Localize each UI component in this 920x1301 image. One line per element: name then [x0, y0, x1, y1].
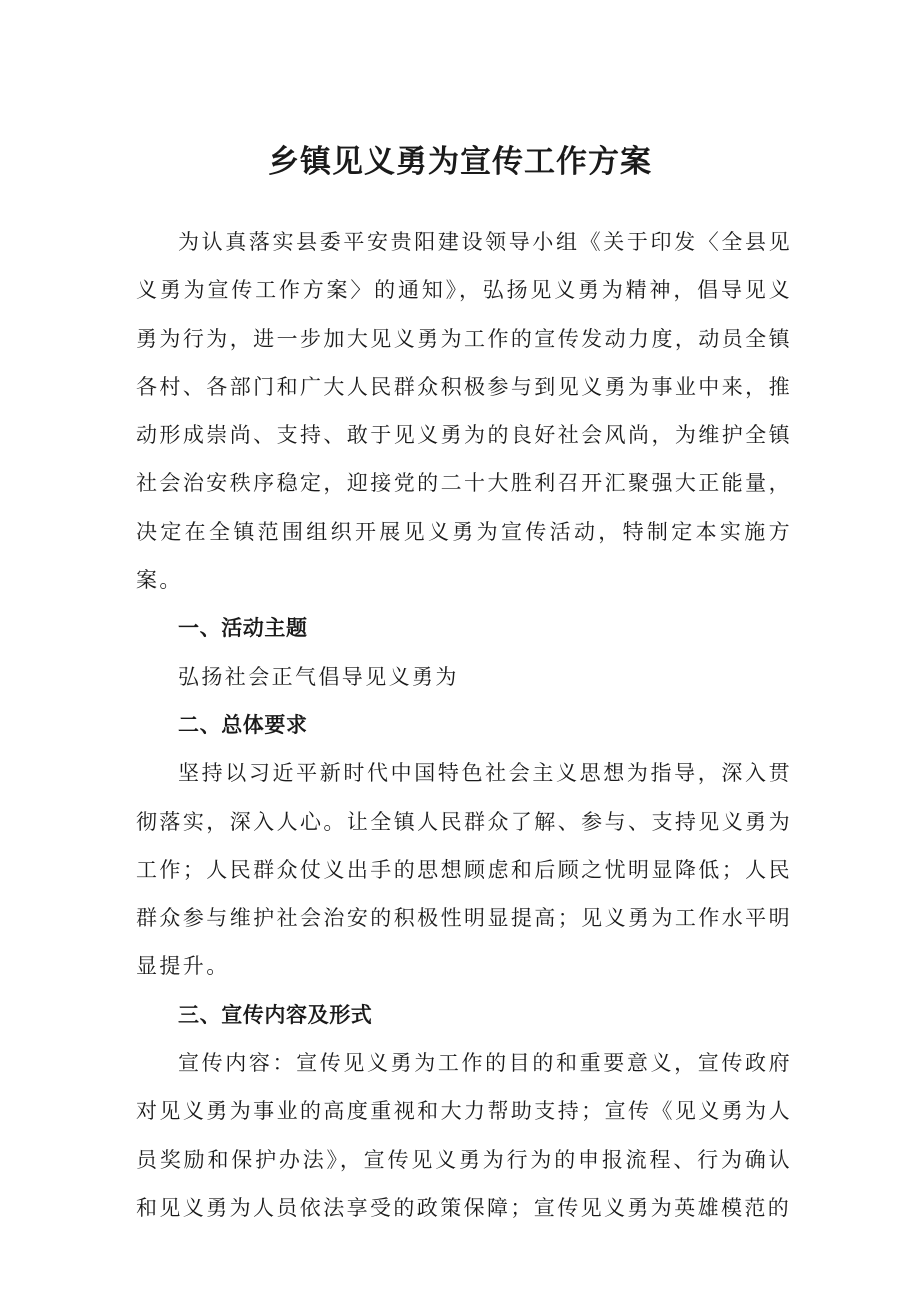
section-text-content: 宣传内容：宣传见义勇为工作的目的和重要意义，宣传政府对见义勇为事业的高度重视和大力帮助支持；宣传《见义勇为人员奖励和保护办法》，宣传见义勇为行为的申报流程、行为确认和见义勇为人员依法享受的政策保障；宣传见义勇为英雄模范的	[136, 1051, 792, 1220]
section-heading-theme: 一、活动主题	[178, 616, 308, 641]
section-text-requirements: 坚持以习近平新时代中国特色社会主义思想为指导，深入贯彻落实，深入人心。让全镇人民群众了解、参与、支持见义勇为工作；人民群众仗义出手的思想顾虑和后顾之忧明显降低；人民群众参与维护社会治安的积极性明显提高；见义勇为工作水平明显提升。	[136, 761, 792, 979]
section-heading-requirements: 二、总体要求	[178, 712, 308, 737]
document-body	[136, 218, 792, 1232]
intro-paragraph: 为认真落实县委平安贵阳建设领导小组《关于印发〈全县见义勇为宣传工作方案〉的通知》，弘扬见义勇为精神，倡导见义勇为行为，进一步加大见义勇为工作的宣传发动力度，动员全镇各村、各部门和广大人民群众积极参与到见义勇为事业中来，推动形成崇尚、支持、敢于见义勇为的良好社会风尚，为维护全镇社会治安秩序稳定，迎接党的二十大胜利召开汇聚强大正能量，决定在全镇范围组织开展见义勇为宣传活动，特制定本实施方案。	[136, 230, 792, 593]
document-title: 乡镇见义勇为宣传工作方案	[268, 144, 652, 180]
section-heading-content: 三、宣传内容及形式	[178, 1002, 373, 1027]
section-text-theme: 弘扬社会正气倡导见义勇为	[178, 664, 459, 689]
